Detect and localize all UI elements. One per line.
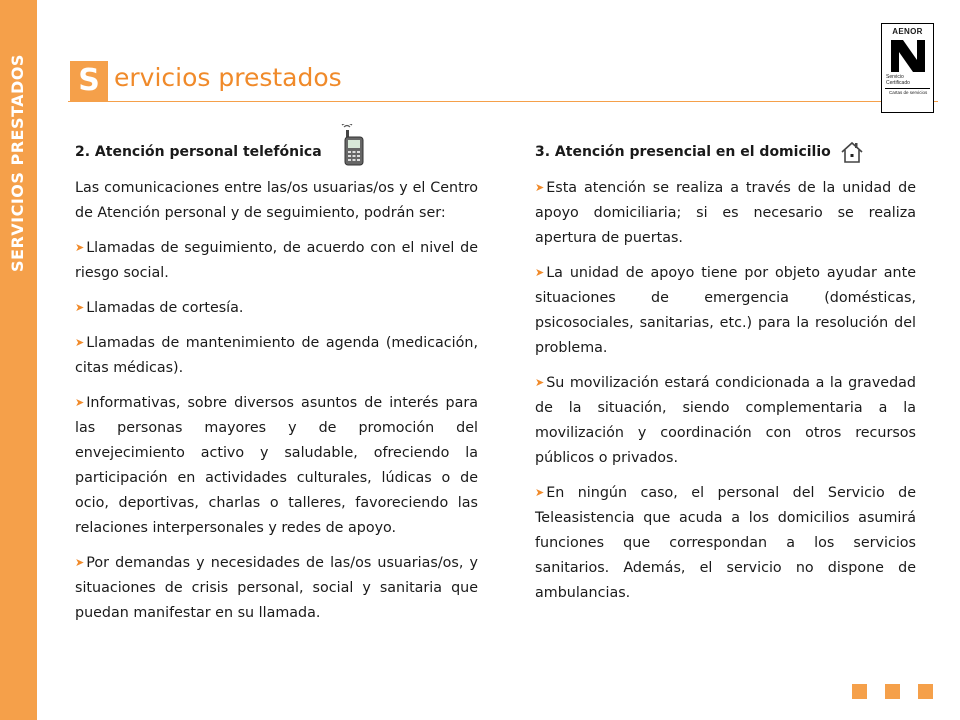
list-item [75, 296, 478, 321]
arrow-bullet-icon: ➤ [535, 486, 545, 499]
list-item-text: Informativas, sobre diversos asuntos de interés para las personas mayores y de promoción del envejecimiento activo y saludable, ofreciendo la participación en actividades culturales, lúdicas o de ocio, deportivas, charlas o talleres, favoreciendo las relaciones interpersonales y redes de apoyo. [75, 395, 478, 536]
aenor-line3: Cartas de servicios [885, 88, 930, 96]
list-item [535, 371, 916, 471]
list-item-text: Su movilización estará condicionada a la gravedad de la situación, siendo complementaria a la movilización y coordinación con otros recursos públicos o privados. [535, 375, 916, 466]
sidebar-label: SERVICIOS PRESTADOS [8, 54, 27, 272]
list-item-text: Llamadas de seguimiento, de acuerdo con el nivel de riesgo social. [75, 240, 478, 281]
list-item [535, 481, 916, 606]
decorative-squares [852, 684, 933, 699]
left-heading: 2. Atención personal telefónica [75, 144, 322, 160]
mobile-phone-icon [340, 124, 370, 166]
right-column [535, 138, 916, 616]
list-item [75, 331, 478, 381]
arrow-bullet-icon: ➤ [535, 181, 545, 194]
right-heading-row [535, 138, 916, 166]
arrow-bullet-icon: ➤ [535, 266, 545, 279]
aenor-n-mark-icon [889, 38, 927, 74]
list-item-text: En ningún caso, el personal del Servicio de Teleasistencia que acuda a los domicilios asumirá funciones que correspondan a los servicios sanitarios. Además, el servicio no dispone de ambulancias. [535, 485, 916, 601]
list-item [535, 176, 916, 251]
list-item [75, 551, 478, 626]
list-item-text: Llamadas de cortesía. [86, 300, 244, 316]
aenor-logo [881, 23, 934, 113]
title-initial-box: S [70, 61, 108, 101]
list-item-text: Por demandas y necesidades de las/os usuarias/os, y situaciones de crisis personal, social y sanitaria que puedan manifestar en su llamada. [75, 555, 478, 621]
list-item-text: Llamadas de mantenimiento de agenda (medicación, citas médicas). [75, 335, 478, 376]
arrow-bullet-icon: ➤ [75, 241, 85, 254]
aenor-line2: Certificado [886, 80, 910, 86]
right-heading: 3. Atención presencial en el domicilio [535, 144, 831, 160]
decorative-square [918, 684, 933, 699]
left-intro: Las comunicaciones entre las/os usuarias/os y el Centro de Atención personal y de seguimiento, podrán ser: [75, 180, 478, 221]
list-item [535, 261, 916, 361]
aenor-line1: Servicio [886, 74, 904, 80]
left-heading-row [75, 138, 478, 166]
page-title: ervicios prestados [114, 63, 342, 92]
arrow-bullet-icon: ➤ [75, 336, 85, 349]
list-item-text: La unidad de apoyo tiene por objeto ayudar ante situaciones de emergencia (domésticas, psicosociales, sanitarias, etc.) para la resolución del problema. [535, 265, 916, 356]
aenor-brand: AENOR [892, 27, 923, 36]
left-column [75, 138, 478, 636]
list-item [75, 236, 478, 286]
list-item [75, 391, 478, 541]
decorative-square [852, 684, 867, 699]
arrow-bullet-icon: ➤ [75, 301, 85, 314]
arrow-bullet-icon: ➤ [75, 396, 85, 409]
arrow-bullet-icon: ➤ [75, 556, 85, 569]
arrow-bullet-icon: ➤ [535, 376, 545, 389]
decorative-square [885, 684, 900, 699]
house-icon [839, 140, 865, 164]
list-item-text: Esta atención se realiza a través de la unidad de apoyo domiciliaria; si es necesario se realiza apertura de puertas. [535, 180, 916, 246]
title-divider [68, 101, 938, 102]
